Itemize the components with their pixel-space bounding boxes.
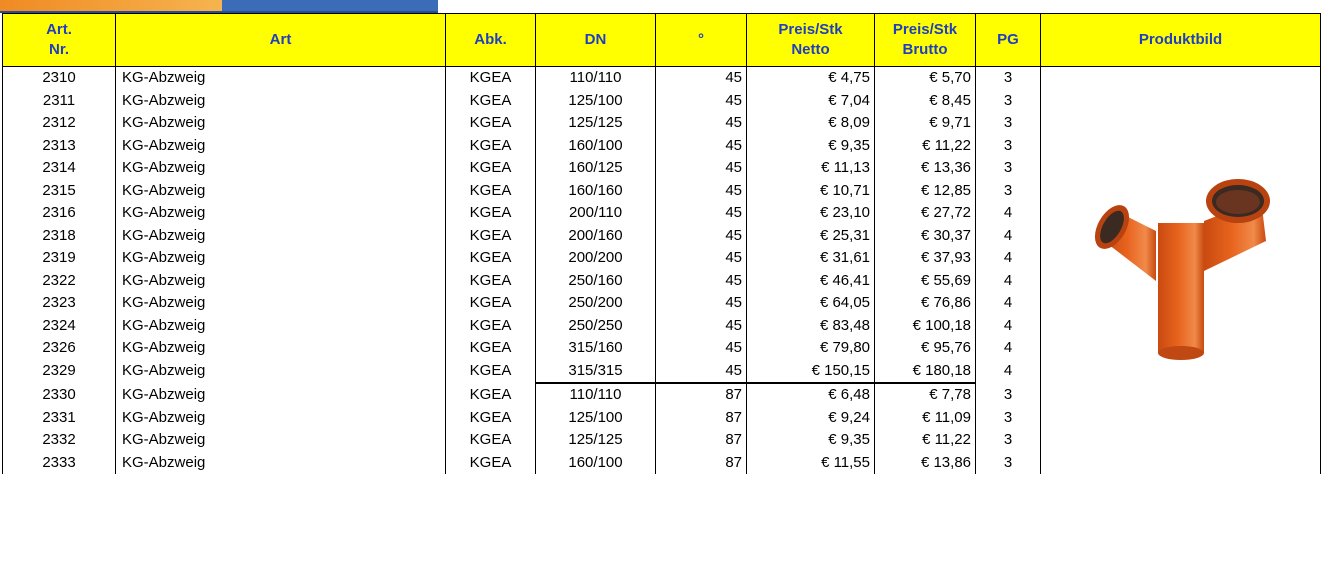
art-cell: KG-Abzweig: [116, 360, 446, 384]
brutto-price-cell: € 76,86: [875, 292, 976, 315]
brutto-price-cell: € 55,69: [875, 270, 976, 293]
table-row: [3, 67, 1321, 90]
abk-cell: KGEA: [446, 67, 536, 90]
netto-price-cell: € 9,24: [747, 407, 875, 430]
pg-cell: 3: [976, 135, 1041, 158]
art-cell: KG-Abzweig: [116, 247, 446, 270]
art-nr-cell: 2330: [3, 383, 116, 407]
degree-cell: 45: [656, 337, 747, 360]
pg-cell: 4: [976, 315, 1041, 338]
degree-cell: 45: [656, 270, 747, 293]
dn-cell: 110/110: [536, 383, 656, 407]
brutto-price-cell: € 5,70: [875, 67, 976, 90]
abk-cell: KGEA: [446, 225, 536, 248]
col-header-pg: PG: [976, 14, 1041, 67]
art-nr-cell: 2316: [3, 202, 116, 225]
pg-cell: 3: [976, 112, 1041, 135]
table-header-row: [3, 14, 1321, 67]
dn-cell: 110/110: [536, 67, 656, 90]
netto-price-cell: € 79,80: [747, 337, 875, 360]
brutto-price-cell: € 7,78: [875, 383, 976, 407]
category-banner: [0, 0, 438, 13]
pg-cell: 3: [976, 407, 1041, 430]
degree-cell: 45: [656, 112, 747, 135]
art-cell: KG-Abzweig: [116, 180, 446, 203]
art-nr-cell: 2322: [3, 270, 116, 293]
degree-cell: 45: [656, 247, 747, 270]
degree-cell: 87: [656, 452, 747, 475]
degree-cell: 45: [656, 90, 747, 113]
brutto-price-cell: € 27,72: [875, 202, 976, 225]
art-nr-cell: 2333: [3, 452, 116, 475]
col-header-abk: Abk.: [446, 14, 536, 67]
dn-cell: 125/125: [536, 112, 656, 135]
abk-cell: KGEA: [446, 112, 536, 135]
art-cell: KG-Abzweig: [116, 157, 446, 180]
art-nr-cell: 2331: [3, 407, 116, 430]
art-cell: KG-Abzweig: [116, 202, 446, 225]
abk-cell: KGEA: [446, 270, 536, 293]
netto-price-cell: € 11,55: [747, 452, 875, 475]
netto-price-cell: € 11,13: [747, 157, 875, 180]
dn-cell: 315/315: [536, 360, 656, 384]
abk-cell: KGEA: [446, 157, 536, 180]
degree-cell: 45: [656, 292, 747, 315]
art-nr-cell: 2311: [3, 90, 116, 113]
banner-accent: [0, 0, 222, 11]
dn-cell: 160/160: [536, 180, 656, 203]
art-cell: KG-Abzweig: [116, 452, 446, 475]
degree-cell: 45: [656, 157, 747, 180]
dn-cell: 160/100: [536, 135, 656, 158]
netto-price-cell: € 46,41: [747, 270, 875, 293]
dn-cell: 250/200: [536, 292, 656, 315]
degree-cell: 87: [656, 429, 747, 452]
dn-cell: 250/250: [536, 315, 656, 338]
art-cell: KG-Abzweig: [116, 270, 446, 293]
dn-cell: 125/125: [536, 429, 656, 452]
art-cell: KG-Abzweig: [116, 429, 446, 452]
abk-cell: KGEA: [446, 452, 536, 475]
abk-cell: KGEA: [446, 247, 536, 270]
degree-cell: 45: [656, 67, 747, 90]
col-header-art-nr: Art. Nr.: [3, 14, 116, 67]
art-cell: KG-Abzweig: [116, 225, 446, 248]
art-cell: KG-Abzweig: [116, 67, 446, 90]
brutto-price-cell: € 13,86: [875, 452, 976, 475]
art-nr-cell: 2318: [3, 225, 116, 248]
dn-cell: 315/160: [536, 337, 656, 360]
netto-price-cell: € 7,04: [747, 90, 875, 113]
art-nr-cell: 2332: [3, 429, 116, 452]
degree-cell: 45: [656, 135, 747, 158]
abk-cell: KGEA: [446, 383, 536, 407]
abk-cell: KGEA: [446, 180, 536, 203]
art-nr-cell: 2310: [3, 67, 116, 90]
degree-cell: 45: [656, 202, 747, 225]
dn-cell: 200/160: [536, 225, 656, 248]
abk-cell: KGEA: [446, 90, 536, 113]
abk-cell: KGEA: [446, 315, 536, 338]
netto-price-cell: € 23,10: [747, 202, 875, 225]
netto-price-cell: € 150,15: [747, 360, 875, 384]
pg-cell: 3: [976, 180, 1041, 203]
brutto-price-cell: € 100,18: [875, 315, 976, 338]
netto-price-cell: € 83,48: [747, 315, 875, 338]
art-cell: KG-Abzweig: [116, 315, 446, 338]
brutto-price-cell: € 11,09: [875, 407, 976, 430]
art-cell: KG-Abzweig: [116, 407, 446, 430]
dn-cell: 250/160: [536, 270, 656, 293]
degree-cell: 87: [656, 383, 747, 407]
art-cell: KG-Abzweig: [116, 135, 446, 158]
art-nr-cell: 2329: [3, 360, 116, 384]
pg-cell: 4: [976, 247, 1041, 270]
abk-cell: KGEA: [446, 407, 536, 430]
degree-cell: 45: [656, 360, 747, 384]
netto-price-cell: € 4,75: [747, 67, 875, 90]
pg-cell: 3: [976, 383, 1041, 407]
art-cell: KG-Abzweig: [116, 292, 446, 315]
kg-abzweig-pipe-icon: [1086, 171, 1276, 371]
brutto-price-cell: € 11,22: [875, 429, 976, 452]
netto-price-cell: € 64,05: [747, 292, 875, 315]
brutto-price-cell: € 180,18: [875, 360, 976, 384]
dn-cell: 200/200: [536, 247, 656, 270]
art-nr-cell: 2323: [3, 292, 116, 315]
art-cell: KG-Abzweig: [116, 112, 446, 135]
dn-cell: 160/125: [536, 157, 656, 180]
pg-cell: 3: [976, 452, 1041, 475]
col-header-dn: DN: [536, 14, 656, 67]
degree-cell: 45: [656, 180, 747, 203]
abk-cell: KGEA: [446, 360, 536, 384]
brutto-price-cell: € 37,93: [875, 247, 976, 270]
abk-cell: KGEA: [446, 429, 536, 452]
pg-cell: 3: [976, 429, 1041, 452]
art-nr-cell: 2313: [3, 135, 116, 158]
degree-cell: 45: [656, 315, 747, 338]
product-image-cell: [1041, 67, 1321, 475]
brutto-price-cell: € 30,37: [875, 225, 976, 248]
pg-cell: 4: [976, 202, 1041, 225]
pg-cell: 3: [976, 157, 1041, 180]
dn-cell: 125/100: [536, 407, 656, 430]
col-header-brutto: Preis/Stk Brutto: [875, 14, 976, 67]
col-header-degree: °: [656, 14, 747, 67]
dn-cell: 160/100: [536, 452, 656, 475]
pg-cell: 4: [976, 225, 1041, 248]
art-nr-cell: 2315: [3, 180, 116, 203]
abk-cell: KGEA: [446, 337, 536, 360]
degree-cell: 87: [656, 407, 747, 430]
brutto-price-cell: € 8,45: [875, 90, 976, 113]
brutto-price-cell: € 95,76: [875, 337, 976, 360]
brutto-price-cell: € 13,36: [875, 157, 976, 180]
col-header-art: Art: [116, 14, 446, 67]
brutto-price-cell: € 12,85: [875, 180, 976, 203]
degree-cell: 45: [656, 225, 747, 248]
pg-cell: 4: [976, 337, 1041, 360]
netto-price-cell: € 25,31: [747, 225, 875, 248]
art-cell: KG-Abzweig: [116, 383, 446, 407]
pg-cell: 3: [976, 90, 1041, 113]
netto-price-cell: € 9,35: [747, 135, 875, 158]
abk-cell: KGEA: [446, 292, 536, 315]
netto-price-cell: € 31,61: [747, 247, 875, 270]
art-nr-cell: 2324: [3, 315, 116, 338]
brutto-price-cell: € 11,22: [875, 135, 976, 158]
abk-cell: KGEA: [446, 135, 536, 158]
art-nr-cell: 2319: [3, 247, 116, 270]
col-header-netto: Preis/Stk Netto: [747, 14, 875, 67]
dn-cell: 200/110: [536, 202, 656, 225]
netto-price-cell: € 6,48: [747, 383, 875, 407]
pg-cell: 4: [976, 270, 1041, 293]
netto-price-cell: € 8,09: [747, 112, 875, 135]
art-nr-cell: 2326: [3, 337, 116, 360]
col-header-produktbild: Produktbild: [1041, 14, 1321, 67]
dn-cell: 125/100: [536, 90, 656, 113]
pg-cell: 3: [976, 67, 1041, 90]
netto-price-cell: € 9,35: [747, 429, 875, 452]
brutto-price-cell: € 9,71: [875, 112, 976, 135]
netto-price-cell: € 10,71: [747, 180, 875, 203]
pg-cell: 4: [976, 292, 1041, 315]
art-nr-cell: 2312: [3, 112, 116, 135]
price-table: [2, 13, 1321, 474]
pg-cell: 4: [976, 360, 1041, 384]
art-cell: KG-Abzweig: [116, 90, 446, 113]
art-cell: KG-Abzweig: [116, 337, 446, 360]
art-nr-cell: 2314: [3, 157, 116, 180]
abk-cell: KGEA: [446, 202, 536, 225]
